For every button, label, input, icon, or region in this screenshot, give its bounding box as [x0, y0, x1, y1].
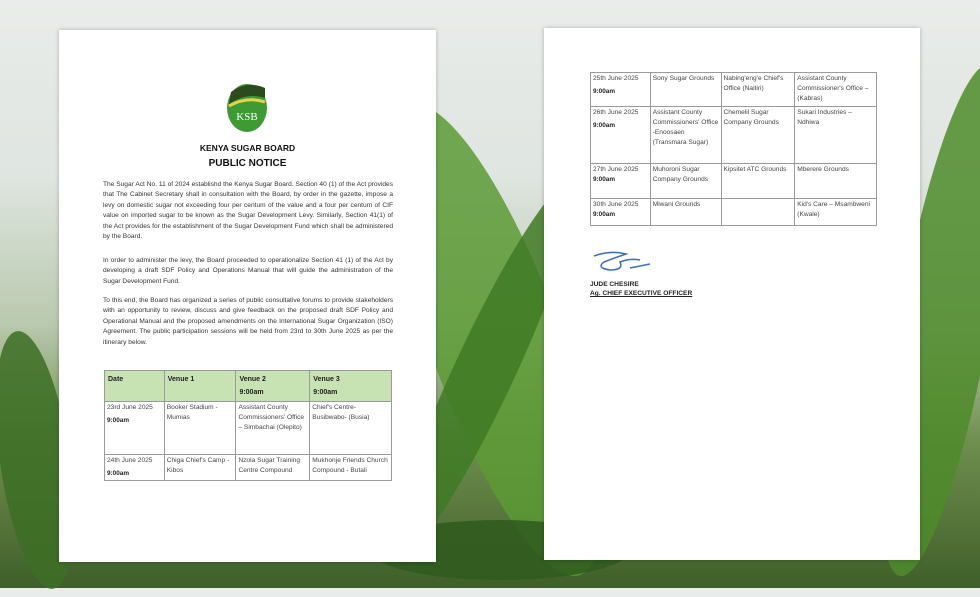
table-row — [105, 402, 392, 455]
paragraph-3: To this end, the Board has organized a series of public consultative forums to provide stakeholders with an opportunity to review, discuss and give feedback on the proposed draft SDF Policy and Operational Manual and the proposed amendments on the International Sugar Organization (ISO) Agreement. The public participation sessions will be held from 23rd to 30th June 2025 as per the itinerary below. — [103, 297, 393, 346]
table-cell: Assistant County Commissioners' Office – Simbachai (Olepito) — [236, 402, 310, 455]
notice-title: PUBLIC NOTICE — [208, 158, 287, 169]
ksb-logo — [223, 74, 271, 136]
signatory-title: Ag. CHIEF EXECUTIVE OFFICER — [590, 290, 693, 297]
table-cell: Miwani Grounds — [650, 199, 721, 226]
table-cell: 25th June 2025 9:00am — [591, 73, 651, 107]
organization-name: KENYA SUGAR BOARD — [199, 143, 296, 153]
itinerary-table-part2 — [590, 72, 877, 226]
table-row — [591, 107, 877, 164]
table-cell: Mberere Grounds — [795, 164, 877, 199]
table-cell: Booker Stadium - Mumias — [164, 402, 236, 455]
table-row — [591, 199, 877, 226]
table-cell: 23rd June 2025 9:00am — [105, 402, 165, 455]
table-header-row — [105, 371, 392, 402]
itinerary-table-part1 — [104, 370, 392, 481]
table-cell: 24th June 2025 9:00am — [105, 455, 165, 481]
header-venue-3: Venue 3 9:00am — [310, 371, 392, 402]
paragraph-2: In order to administer the levy, the Board proceeded to operationalize Section 41 (1) of the Act by developing a draft SDF Policy and Operations Manual that will guide the administration of the Sugar Development Fund. — [103, 257, 393, 285]
header-venue-2: Venue 2 9:00am — [236, 371, 310, 402]
table-cell: Chiga Chief's Camp -Kibos — [164, 455, 236, 481]
table-cell: Muhoroni Sugar Company Grounds — [650, 164, 721, 199]
table-cell: Nzola Sugar Training Centre Compound — [236, 455, 310, 481]
table-row — [105, 455, 392, 481]
table-cell: Nabing'eng'e Chief's Office (Naitiri) — [721, 73, 795, 107]
table-cell — [721, 199, 795, 226]
table-cell: Chief's Centre-Busibwabo- (Busia) — [310, 402, 392, 455]
notice-page-1 — [59, 30, 436, 562]
header-venue-1: Venue 1 — [164, 371, 236, 402]
signatory-name: JUDE CHESIRE — [590, 281, 639, 288]
table-cell: Mukhonje Friends Church Compound - Butali — [310, 455, 392, 481]
table-cell: Kid's Care – Msambweni (Kwale) — [795, 199, 877, 226]
table-row — [591, 73, 877, 107]
table-row — [591, 164, 877, 199]
table-cell: Kipsitet ATC Grounds — [721, 164, 795, 199]
table-cell: Sony Sugar Grounds — [650, 73, 721, 107]
table-cell: Chemelil Sugar Company Grounds — [721, 107, 795, 164]
table-cell: Assistant County Commissioners' Office -Enoosaen (Transmara Sugar) — [650, 107, 721, 164]
header-date: Date — [105, 371, 165, 402]
paragraph-1: The Sugar Act No. 11 of 2024 establishd the Kenya Sugar Board. Section 40 (1) of the Act provides that The Cabinet Secretary shall in consultation with the Board, by order in the gazette, impose a levy on domestic sugar not exceeding four per centum of the value and a four per centum of CIF value on imported sugar to be known as the Sugar Development Levy. Similarly, Section 41(1) of the Act provides for the establishment of the Sugar Development Fund which shall be administered by the Board. — [103, 181, 393, 241]
table-cell: 26th June 2025 9:00am — [591, 107, 651, 164]
table-cell: 27th June 2025 9:00am — [591, 164, 651, 199]
signature — [590, 248, 654, 276]
table-cell: 30th June 2025 9:00am — [591, 199, 651, 226]
logo-letters: KSB — [236, 111, 258, 123]
notice-page-2 — [544, 28, 920, 560]
table-cell: Sukari Industries – Ndhiwa — [795, 107, 877, 164]
signatory-block — [590, 280, 692, 298]
table-cell: Assistant County Commissioner's Office –(Kabras) — [795, 73, 877, 107]
